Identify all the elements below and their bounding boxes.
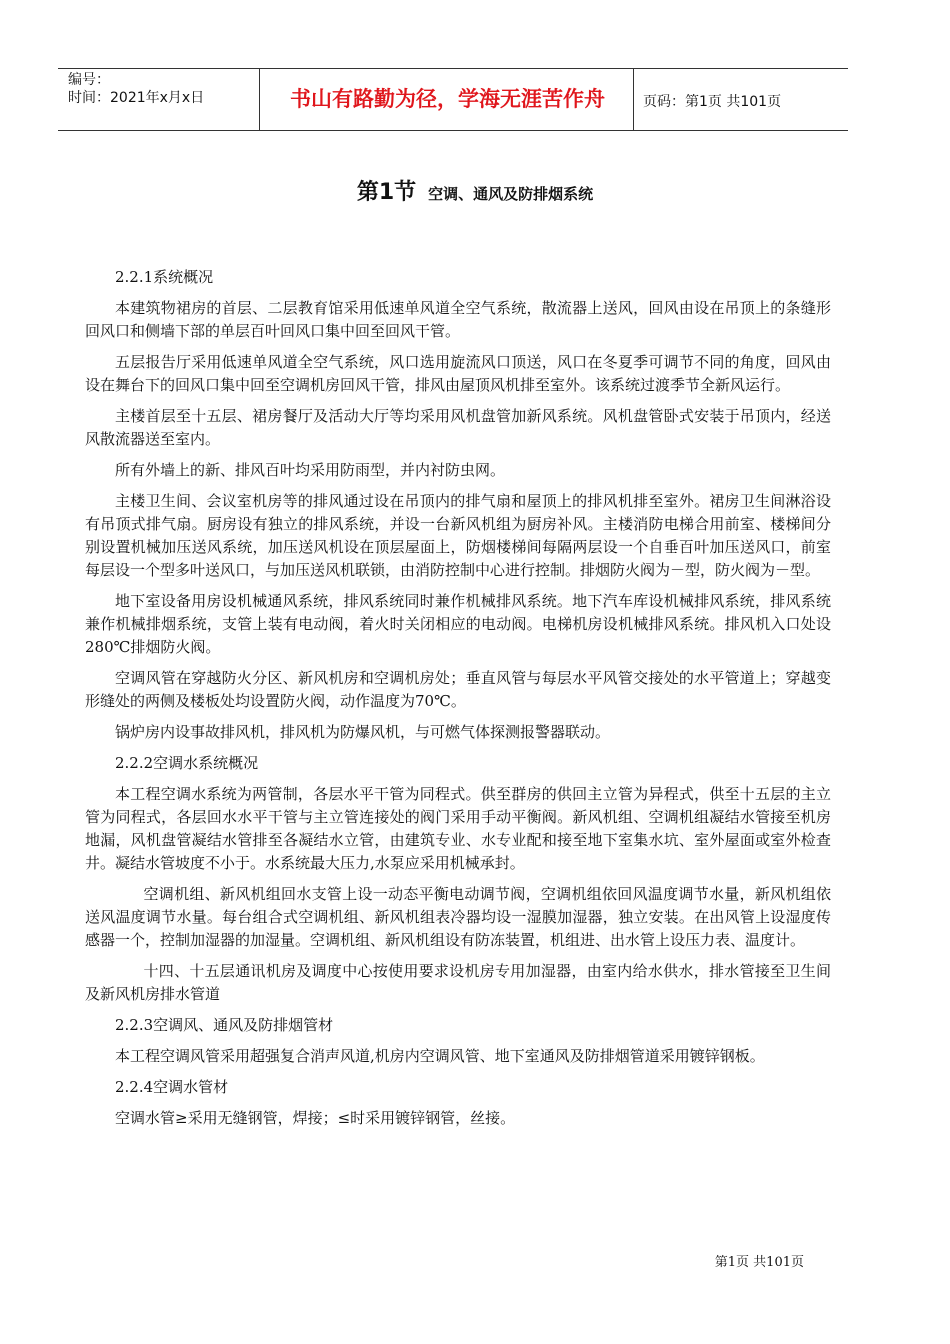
paragraph: 十四、十五层通讯机房及调度中心按使用要求设机房专用加湿器，由室内给水供水，排水管接至卫生间及新风机房排水管道 [85, 962, 831, 1003]
page-header [58, 68, 848, 131]
document-body [85, 266, 831, 1138]
header-page-number: 页码：第1页 共101页 [643, 94, 782, 110]
paragraph: 本工程空调水系统为两管制，各层水平干管为同程式。供至群房的供回主立管为异程式，供至十五层的主立管为同程式，各层回水水平干管与主立管连接处的阀门采用手动平衡阀。新风机组、空调机组凝结水管接至机房地漏，风机盘管凝结水管排至各凝结水立管，由建筑专业、水专业配和接至地下室集水坑、室外屋面或室外检查井。凝结水管坡度不小于。水系统最大压力,水泵应采用机械承封。 [85, 785, 831, 872]
section-number: 第1节 [356, 180, 417, 205]
doc-date: 时间：2021年x月x日 [68, 90, 205, 106]
paragraph: 所有外墙上的新、排风百叶均采用防雨型，并内衬防虫网。 [115, 461, 506, 479]
section-title [0, 175, 950, 206]
paragraph: 本工程空调风管采用超强复合消声风道,机房内空调风管、地下室通风及防排烟管道采用镀锌钢板。 [115, 1047, 765, 1065]
paragraph: 主楼卫生间、会议室机房等的排风通过设在吊顶内的排气扇和屋顶上的排风机排至室外。裙房卫生间淋浴设有吊顶式排气扇。厨房设有独立的排风系统，并设一台新风机组为厨房补风。主楼消防电梯合用前室、楼梯间分别设置机械加压送风系统，加压送风机设在顶层屋面上，防烟楼梯间每隔两层设一个自垂百叶加压送风口，前室每层设一个型多叶送风口，与加压送风机联锁，由消防控制中心进行控制。排烟防火阀为－型，防火阀为－型。 [85, 492, 831, 579]
paragraph: 空调水管≥采用无缝钢管，焊接；≤时采用镀锌钢管，丝接。 [115, 1109, 516, 1127]
subsection-heading: 2.2.4空调水管材 [115, 1078, 229, 1096]
footer-page-number: 第1页 共101页 [714, 1255, 804, 1270]
paragraph: 五层报告厅采用低速单风道全空气系统，风口选用旋流风口顶送，风口在冬夏季可调节不同的角度，回风由设在舞台下的回风口集中回至空调机房回风干管，排风由屋顶风机排至室外。该系统过渡季节全新风运行。 [85, 353, 831, 394]
header-info [68, 71, 204, 107]
paragraph: 锅炉房内设事故排风机，排风机为防爆风机，与可燃气体探测报警器联动。 [115, 723, 611, 741]
doc-number-label: 编号： [68, 72, 110, 88]
section-heading: 空调、通风及防排烟系统 [428, 185, 594, 203]
subsection-heading: 2.2.1系统概况 [115, 268, 214, 286]
header-motto: 书山有路勤为径，学海无涯苦作舟 [290, 87, 605, 111]
paragraph: 空调风管在穿越防火分区、新风机房和空调机房处；垂直风管与每层水平风管交接处的水平管道上；穿越变形缝处的两侧及楼板处均设置防火阀，动作温度为70℃。 [85, 669, 831, 710]
paragraph: 主楼首层至十五层、裙房餐厅及活动大厅等均采用风机盘管加新风系统。风机盘管卧式安装于吊顶内，经送风散流器送至室内。 [85, 407, 831, 448]
paragraph: 地下室设备用房设机械通风系统，排风系统同时兼作机械排风系统。地下汽车库设机械排风系统，排风系统兼作机械排烟系统，支管上装有电动阀，着火时关闭相应的电动阀。电梯机房设机械排风系统。排风机入口处设280℃排烟防火阀。 [85, 592, 831, 656]
paragraph: 空调机组、新风机组回水支管上设一动态平衡电动调节阀，空调机组依回风温度调节水量，新风机组依送风温度调节水量。每台组合式空调机组、新风机组表冷器均设一湿膜加湿器，独立安装。在出风管上设湿度传感器一个，控制加湿器的加湿量。空调机组、新风机组设有防冻装置，机组进、出水管上设压力表、温度计。 [85, 885, 831, 949]
paragraph: 本建筑物裙房的首层、二层教育馆采用低速单风道全空气系统，散流器上送风，回风由设在吊顶上的条缝形回风口和侧墙下部的单层百叶回风口集中回至回风干管。 [85, 299, 831, 340]
header-divider [633, 69, 634, 130]
subsection-heading: 2.2.2空调水系统概况 [115, 754, 259, 772]
subsection-heading: 2.2.3空调风、通风及防排烟管材 [115, 1016, 334, 1034]
